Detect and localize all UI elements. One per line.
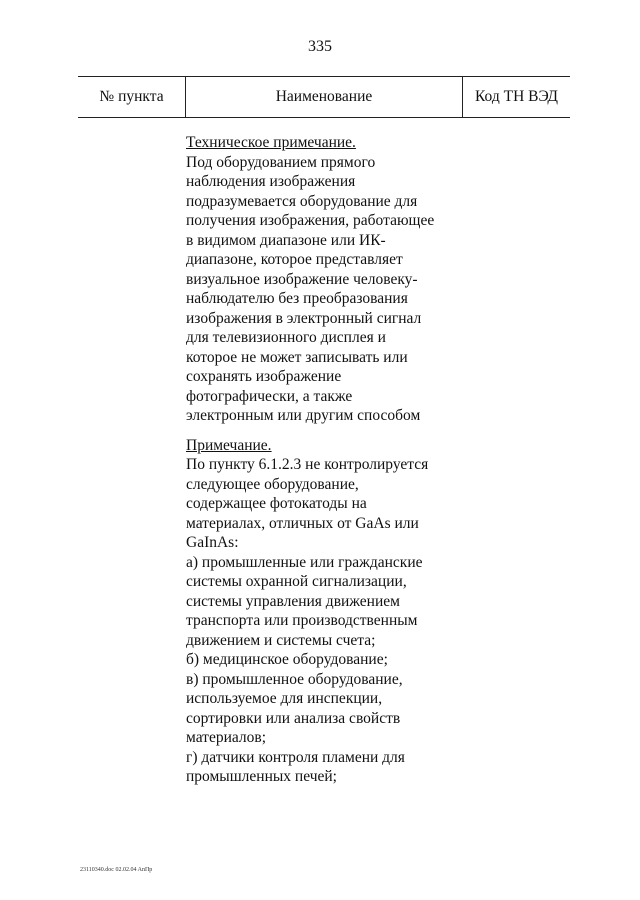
text-line: используемое для инспекции,	[186, 690, 383, 707]
text-line: получения изображения, работающее	[186, 212, 435, 229]
document-footer: 23110340.doc 02.02.04 AnПр	[80, 867, 153, 873]
column-header-name: Наименование	[275, 88, 373, 105]
text-line: GaInAs:	[186, 534, 239, 551]
text-line: сортировки или анализа свойств	[186, 709, 401, 727]
text-line: подразумевается оборудование для	[186, 192, 418, 210]
text-line: для телевизионного дисплея и	[186, 329, 386, 346]
column-header-item-number: № пункта	[99, 88, 164, 105]
page-number: 335	[308, 38, 332, 55]
table-header-bottom-rule	[78, 117, 570, 118]
text-line: содержащее фотокатоды на	[186, 495, 367, 512]
text-line: фотографически, а также	[186, 387, 353, 405]
text-line: По пункту 6.1.2.3 не контролируется	[186, 456, 429, 473]
text-line: в) промышленное оборудование,	[186, 670, 403, 688]
text-line: следующее оборудование,	[186, 475, 359, 493]
name-cell-content	[186, 133, 466, 787]
text-line: которое не может записывать или	[186, 348, 408, 366]
text-line: г) датчики контроля пламени для	[186, 748, 405, 766]
technical-note-body	[186, 153, 466, 426]
text-line: Под оборудованием прямого	[186, 153, 376, 171]
note-body	[186, 455, 466, 787]
text-line: движением и системы счета;	[186, 631, 376, 649]
text-line: материалах, отличных от GaAs или	[186, 514, 419, 532]
text-line: диапазоне, которое представляет	[186, 251, 403, 268]
text-line: материалов;	[186, 729, 267, 746]
text-line: электронным или другим способом	[186, 407, 421, 424]
text-line: б) медицинское оборудование;	[186, 651, 388, 668]
note-heading: Примечание.	[186, 436, 272, 454]
text-line: сохранять изображение	[186, 368, 342, 385]
text-line: визуальное изображение человеку-	[186, 270, 418, 288]
text-line: промышленных печей;	[186, 768, 337, 785]
technical-note-heading: Техническое примечание.	[186, 134, 356, 151]
column-header-code: Код ТН ВЭД	[474, 88, 558, 105]
text-line: в видимом диапазоне или ИК-	[186, 231, 386, 249]
text-line: системы управления движением	[186, 592, 400, 610]
text-line: транспорта или производственным	[186, 612, 418, 629]
text-line: наблюдателю без преобразования	[186, 290, 408, 307]
text-line: системы охранной сигнализации,	[186, 573, 407, 590]
text-line: а) промышленные или гражданские	[186, 553, 423, 571]
text-line: изображения в электронный сигнал	[186, 309, 422, 327]
text-line: наблюдения изображения	[186, 173, 356, 190]
